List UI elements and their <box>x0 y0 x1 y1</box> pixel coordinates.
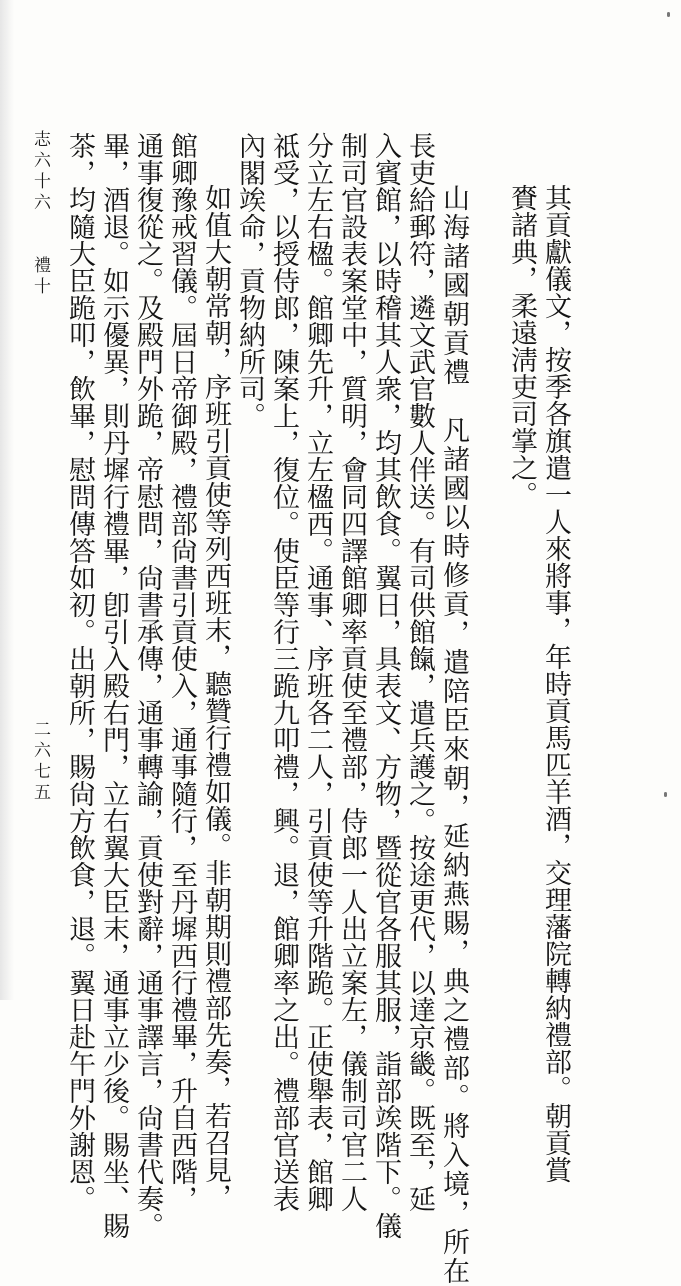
text-column-12: 館卿豫戒習儀。屆日帝御殿，禮部尙書引貢使入，通事隨行，至丹墀西行禮畢，升自西階， <box>166 132 197 1212</box>
section-heading-column: 山海諸國朝貢禮 凡諸國以時修貢，遣陪臣來朝，延納燕賜，典之禮部。將入境，所在 <box>438 184 469 1286</box>
text-column-7: 制司官設表案堂中，質明，會同四譯館卿率貢使至禮部，侍郎一人出立案左，儀制司官二人 <box>336 132 367 1212</box>
text-column-9: 祗受，以授侍郎，陳案上，復位。使臣等行三跪九叩禮，興。退，館卿率之出。禮部官送表 <box>268 132 299 1212</box>
text-column-6: 入賓館，以時稽其人衆，均其飲食。翼日，具表文、方物，暨從官各服其服，詣部竢階下。儀 <box>370 132 401 1239</box>
text-column-1: 其貢獻儀文，按季各旗遣一人來將事，年時貢馬匹羊酒，交理藩院轉納禮部。朝貢賞 <box>540 184 571 1183</box>
text-column-14: 畢，酒退。如示優異，則丹墀行禮畢，卽引入殿右門，立右翼大臣末，通事立少後。賜坐、賜 <box>98 132 129 1239</box>
text-column-10: 內閣竢命，貢物納所司。 <box>234 132 265 429</box>
text-column-11: 如值大朝常朝，序班引貢使等列西班末，聽贊行禮如儀。非朝期則禮部先奏，若召見， <box>200 184 231 1210</box>
scan-speck <box>667 12 670 17</box>
text-column-15: 茶，均隨大臣跪叩，飲畢，慰問傳答如初。出朝所，賜尙方飲食，退。翼日赴午門外謝恩。 <box>64 132 95 1212</box>
text-column-5: 長吏給郵符，遴文武官數人伴送。有司供館餼，遣兵護之。按途更代，以達京畿。既至，延 <box>404 132 435 1212</box>
scan-edge-shadow <box>0 0 14 1000</box>
margin-chapter-label: 志六十六 禮十 <box>30 130 50 298</box>
text-column-13: 通事復從之。及殿門外跪，帝慰問，尙書承傳，通事轉諭，貢使對辭，通事譯言，尙書代奏。 <box>132 132 163 1239</box>
margin-page-number: 二六七五 <box>30 720 50 804</box>
text-column-2: 賚諸典，柔遠淸吏司掌之。 <box>506 184 537 508</box>
scan-speck <box>664 792 667 797</box>
text-column-8: 分立左右楹。館卿先升，立左楹西。通事、序班各二人，引貢使等升階跪。正使舉表，館卿 <box>302 132 333 1212</box>
